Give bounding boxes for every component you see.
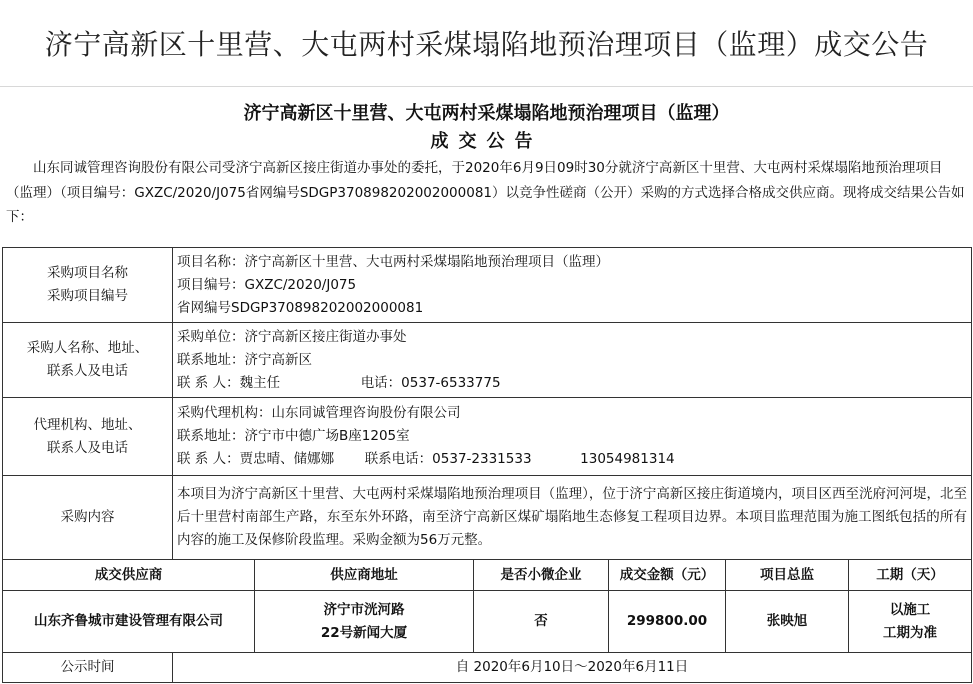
- table-row-purchaser: [3, 323, 972, 398]
- header-supplier-address: 供应商地址: [255, 560, 474, 591]
- result-address-line2: 22号新闻大厦: [320, 624, 408, 641]
- award-info-table: [2, 247, 972, 683]
- project-value-cell: [173, 248, 972, 323]
- project-number-label: 采购项目编号: [47, 288, 128, 304]
- purchaser-label-line1: 采购人名称、地址、: [26, 340, 149, 356]
- result-period-line1: 以施工: [889, 601, 931, 618]
- content-label: 采购内容: [3, 476, 173, 560]
- page-title: 济宁高新区十里营、大屯两村采煤塌陷地预治理项目（监理）成交公告: [0, 0, 973, 87]
- publicity-value: 自 2020年6月10日～2020年6月11日: [173, 653, 972, 683]
- table-row-result-header: [3, 560, 972, 591]
- agency-phone: 联系电话：0537-2331533: [364, 451, 532, 467]
- table-row-result: [3, 591, 972, 653]
- content-value: 本项目为济宁高新区十里营、大屯两村采煤塌陷地预治理项目（监理），位于济宁高新区接庄街道境内，项目区西至洸府河河堤，北至后十里营村南部生产路，东至东外环路，南至济宁高新区煤矿塌陷地生态修复工程项目边界。本项目监理范围为施工图纸包括的所有内容的施工及保修阶段监理。采购金额为56万元整。: [173, 476, 972, 560]
- purchaser-unit: 采购单位：济宁高新区接庄街道办事处: [177, 328, 407, 345]
- agency-label-line2: 联系人及电话: [47, 439, 128, 456]
- project-number-value: 项目编号：GXZC/2020/J075: [177, 276, 357, 293]
- document-heading: [0, 100, 973, 156]
- result-director: 张映旭: [726, 591, 849, 653]
- purchaser-contact-line: [177, 372, 967, 395]
- document-heading-line1: 济宁高新区十里营、大屯两村采煤塌陷地预治理项目（监理）: [243, 103, 730, 124]
- publicity-label: 公示时间: [3, 653, 173, 683]
- project-name-label: 采购项目名称: [47, 265, 128, 281]
- result-small-micro: 否: [474, 591, 609, 653]
- result-amount: 299800.00: [609, 591, 726, 653]
- header-period: 工期（天）: [849, 560, 972, 591]
- agency-value-cell: [173, 398, 972, 476]
- agency-label-cell: [3, 398, 173, 476]
- agency-address: 联系地址：济宁市中德广场B座1205室: [177, 428, 410, 444]
- document-heading-line2: 成交公告: [430, 131, 543, 152]
- table-row-content: [3, 476, 972, 560]
- purchaser-value-cell: [173, 323, 972, 398]
- result-period-line2: 工期为准: [883, 624, 937, 641]
- result-address-line1: 济宁市洸河路: [323, 601, 405, 618]
- agency-phone-2: 13054981314: [580, 451, 675, 467]
- table-row-agency: [3, 398, 972, 476]
- purchaser-contact: 联 系 人：魏主任: [177, 374, 281, 391]
- table-row-publicity: [3, 653, 972, 683]
- agency-contact: 联 系 人：贾忠晴、储娜娜: [177, 451, 335, 467]
- purchaser-label-cell: [3, 323, 173, 398]
- purchaser-address: 联系地址：济宁高新区: [177, 351, 312, 368]
- purchaser-phone: 电话：0537-6533775: [360, 374, 501, 391]
- header-amount: 成交金额（元）: [609, 560, 726, 591]
- header-small-micro: 是否小微企业: [474, 560, 609, 591]
- provincial-number-value: 省网编号SDGP370898202002000081: [177, 299, 424, 316]
- table-row-project: [3, 248, 972, 323]
- header-director: 项目总监: [726, 560, 849, 591]
- result-supplier: 山东齐鲁城市建设管理有限公司: [3, 591, 255, 653]
- agency-name: 采购代理机构：山东同诚管理咨询股份有限公司: [177, 405, 461, 421]
- result-address-cell: [255, 591, 474, 653]
- project-name-value: 项目名称：济宁高新区十里营、大屯两村采煤塌陷地预治理项目（监理）: [177, 253, 609, 270]
- intro-paragraph: 山东同诚管理咨询股份有限公司受济宁高新区接庄街道办事处的委托，于2020年6月9日09时30分就济宁高新区十里营、大屯两村采煤塌陷地预治理项目（监理）（项目编号：GXZC/2020/J075省网编号SDGP370898202002000081）以竞争性磋商（公开）采购的方式选择合格成交供应商。现将成交结果公告如下：: [6, 160, 965, 225]
- project-label-cell: [3, 248, 173, 323]
- purchaser-label-line2: 联系人及电话: [47, 363, 128, 379]
- agency-label-line1: 代理机构、地址、: [33, 416, 142, 433]
- agency-contact-line: [177, 448, 967, 471]
- header-supplier: 成交供应商: [3, 560, 255, 591]
- result-period-cell: [849, 591, 972, 653]
